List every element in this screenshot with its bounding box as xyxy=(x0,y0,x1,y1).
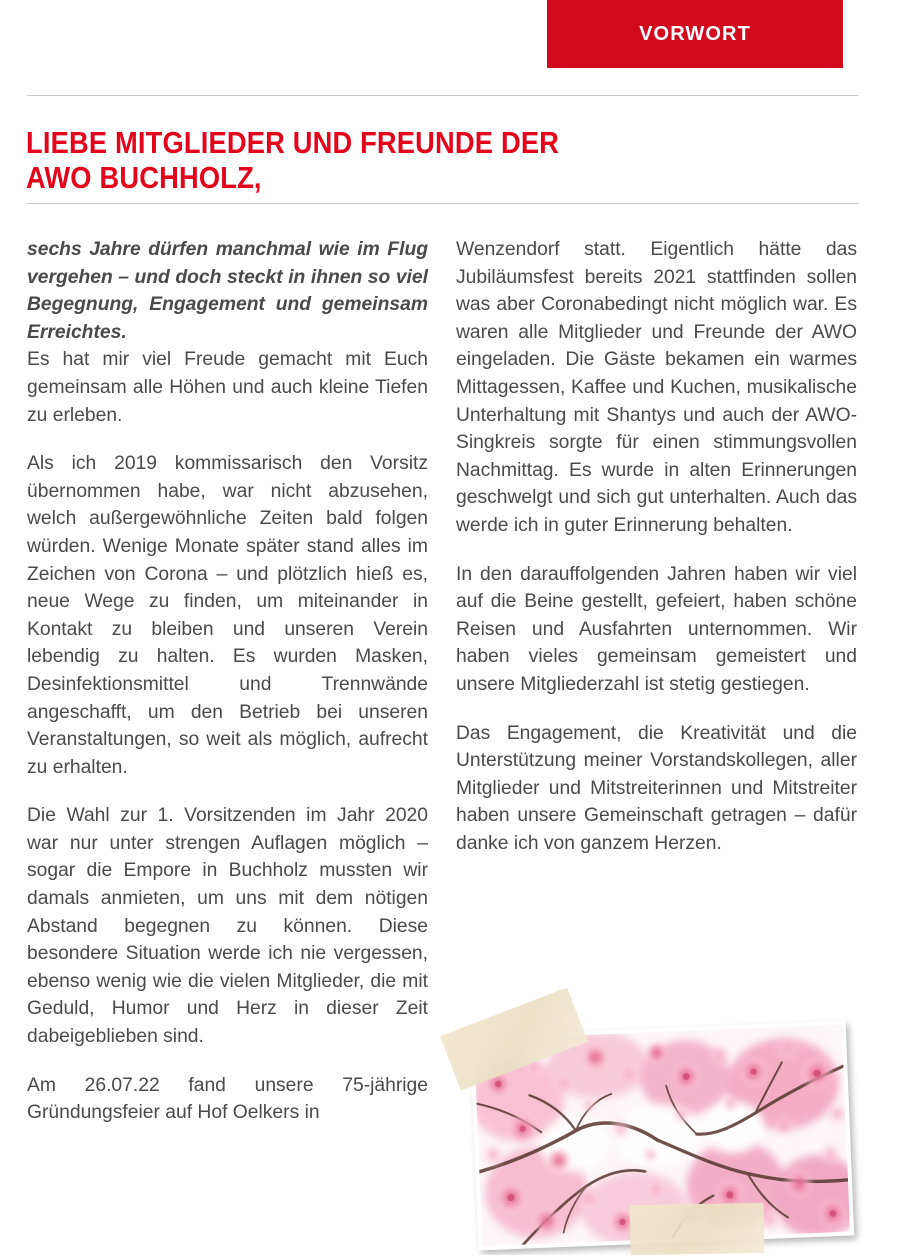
page-title-line-2: AWO BUCHHOLZ, xyxy=(26,159,262,195)
photo-collage xyxy=(452,1006,872,1253)
divider-top xyxy=(27,95,858,96)
right-column xyxy=(456,236,857,1127)
section-header-band xyxy=(547,0,843,68)
left-paragraph-3: Die Wahl zur 1. Vorsitzenden im Jahr 2020 war nur unter strengen Auflagen möglich – sogar die Empore in Buchholz mussten wir damals anmieten, um uns mit dem nötigen Abstand begegnen zu können. Diese besondere Situation werde ich nie vergessen, ebenso wenig wie die vielen Mitglieder, die mit Geduld, Humor und Herz in dieser Zeit dabeigeblieben sind. xyxy=(27,805,428,1048)
article-columns xyxy=(27,236,858,1127)
right-paragraph-2: In den darauffolgenden Jahren haben wir viel auf die Beine gestellt, gefeiert, haben schöne Reisen und Ausfahrten unternommen. Wir haben vieles gemeinsam gemeistert und unsere Mitgliederzahl ist stetig gestiegen. xyxy=(456,563,857,695)
lead-paragraph: sechs Jahre dürfen manchmal wie im Flug vergehen – und doch steckt in ihnen so viel Begegnung, Engagement und gemeinsam Erreichtes. xyxy=(27,239,428,343)
right-paragraph-3: Das Engagement, die Kreativität und die Unterstützung meiner Vorstandskollegen, aller Mitglieder und Mitstreiterinnen und Mitstreiter haben unsere Gemeinschaft getragen – dafür danke ich von ganzem Herzen. xyxy=(456,722,857,854)
washi-tape-bottom xyxy=(630,1203,765,1255)
right-paragraph-1: Wenzendorf statt. Eigentlich hätte das Jubiläumsfest bereits 2021 stattfinden sollen was aber Coronabedingt nicht möglich war. Es waren alle Mitglieder und Freunde der AWO eingeladen. Die Gäste bekamen ein warmes Mittagessen, Kaffee und Kuchen, musikalische Unterhaltung mit Shantys und auch der AWO-Singkreis sorgte für einen stimmungsvollen Nachmittag. Es wurde in alten Erinnerungen geschwelgt und sich gut unterhalten. Auch das werde ich in guter Erinnerung behalten. xyxy=(456,239,857,536)
left-paragraph-4: Am 26.07.22 fand unsere 75-jährige Gründungsfeier auf Hof Oelkers in xyxy=(27,1074,428,1124)
left-paragraph-2: Als ich 2019 kommissarisch den Vorsitz übernommen habe, war nicht abzusehen, welch außergewöhnliche Zeiten bald folgen würden. Wenige Monate später stand alles im Zeichen von Corona – und plötzlich hieß es, neue Wege zu finden, um miteinander in Kontakt zu bleiben und unseren Verein lebendig zu halten. Es wurden Masken, Desinfektionsmittel und Trennwände angeschafft, um den Betrieb bei unseren Veranstaltungen, so weit als möglich, aufrecht zu erhalten. xyxy=(27,453,428,778)
page-title xyxy=(26,125,765,195)
left-column xyxy=(27,236,428,1127)
divider-bottom xyxy=(27,203,858,204)
section-header-label: VORWORT xyxy=(639,22,751,45)
left-paragraph-1: Es hat mir viel Freude gemacht mit Euch gemeinsam alle Höhen und auch kleine Tiefen zu erleben. xyxy=(27,349,428,426)
page-title-line-1: LIEBE MITGLIEDER UND FREUNDE DER xyxy=(26,124,560,160)
